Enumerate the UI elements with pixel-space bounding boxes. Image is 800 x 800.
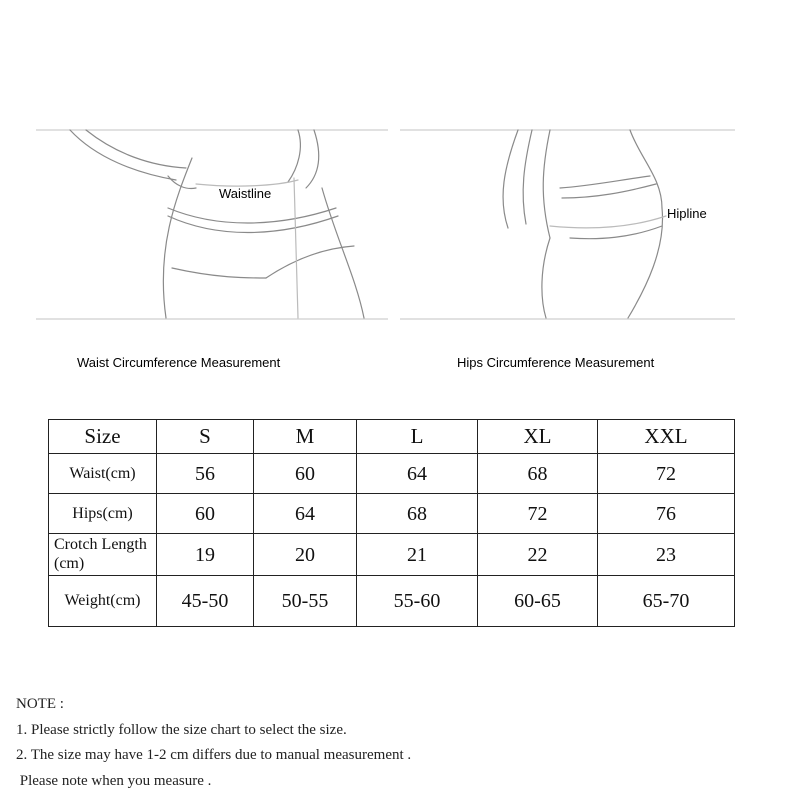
note-line: Please note when you measure . [16, 772, 212, 789]
table-cell: 60-65 [478, 576, 598, 627]
table-cell: 20 [254, 534, 357, 576]
note-section [16, 692, 411, 794]
hips-measurement-illustration [400, 128, 735, 322]
table-cell: 72 [598, 454, 735, 494]
row-label: Hips(cm) [49, 494, 157, 534]
size-header: Size [49, 420, 157, 454]
table-header-row [49, 420, 735, 454]
table-cell: 68 [478, 454, 598, 494]
size-col-header: XL [478, 420, 598, 454]
row-label: Crotch Length (cm) [49, 534, 157, 576]
table-cell: 56 [157, 454, 254, 494]
table-cell: 64 [254, 494, 357, 534]
table-row [49, 494, 735, 534]
note-line: 1. Please strictly follow the size chart to select the size. [16, 721, 347, 738]
waistline-label: Waistline [219, 186, 272, 201]
hips-caption: Hips Circumference Measurement [457, 355, 655, 370]
note-title: NOTE : [16, 696, 64, 712]
table-row [49, 534, 735, 576]
table-cell: 55-60 [357, 576, 478, 627]
row-label: Weight(cm) [49, 576, 157, 627]
table-cell: 60 [157, 494, 254, 534]
table-cell: 68 [357, 494, 478, 534]
table-cell: 22 [478, 534, 598, 576]
note-line: 2. The size may have 1-2 cm differs due to manual measurement . [16, 747, 412, 763]
table-cell: 21 [357, 534, 478, 576]
table-cell: 45-50 [157, 576, 254, 627]
table-row [49, 454, 735, 494]
size-col-header: XXL [598, 420, 735, 454]
table-cell: 64 [357, 454, 478, 494]
size-chart-table [48, 419, 735, 627]
size-col-header: S [157, 420, 254, 454]
hipline-label: Hipline [667, 206, 707, 221]
size-col-header: M [254, 420, 357, 454]
table-row [49, 576, 735, 627]
table-cell: 76 [598, 494, 735, 534]
size-col-header: L [357, 420, 478, 454]
waist-caption: Waist Circumference Measurement [77, 355, 281, 370]
table-cell: 50-55 [254, 576, 357, 627]
table-cell: 65-70 [598, 576, 735, 627]
table-cell: 60 [254, 454, 357, 494]
table-cell: 23 [598, 534, 735, 576]
table-cell: 19 [157, 534, 254, 576]
waist-measurement-illustration [36, 128, 388, 322]
row-label: Waist(cm) [49, 454, 157, 494]
table-cell: 72 [478, 494, 598, 534]
